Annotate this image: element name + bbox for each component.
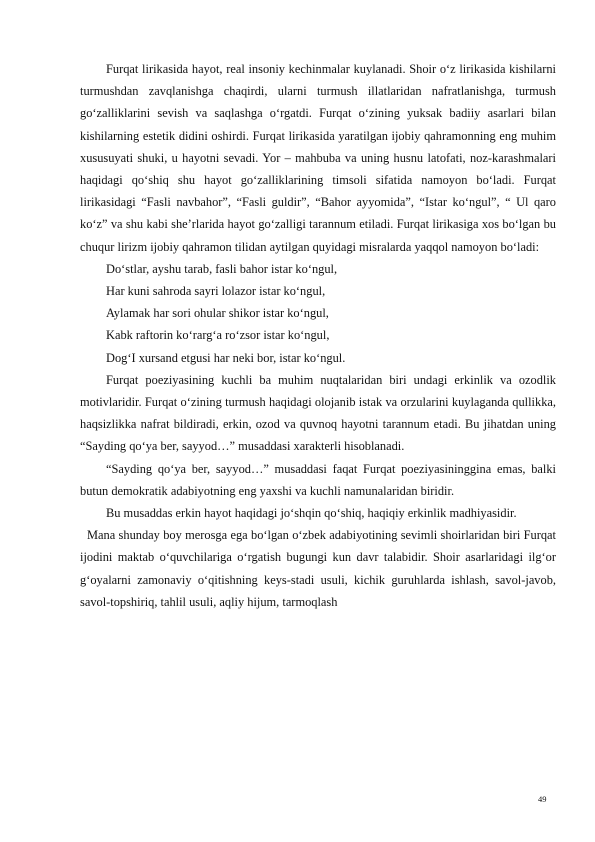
poem-verse <box>80 258 556 369</box>
page-number: 49 <box>538 794 547 804</box>
page-body <box>80 58 556 613</box>
verse-line: Do‘stlar, ayshu tarab, fasli bahor istar ko‘ngul, <box>106 261 338 276</box>
verse-line: Kabk raftorin ko‘rarg‘a ro‘zsor istar ko‘ngul, <box>106 328 330 343</box>
paragraph-teaching: Mana shunday boy merosga ega bo‘lgan o‘zbek adabiyotining sevimli shoirlaridan biri Furqat ijodini maktab o‘quvchilariga o‘rgatish bugungi kun davr talabidir. Shoir asarlaridagi ilg‘or g‘oyalarni zamonaviy o‘qitishning keys-stadi usuli, kichik guruhlarda ishlash, savol-javob, savol-topshiriq, tahlil usuli, aqliy hijum, tarmoqlash <box>80 528 556 609</box>
paragraph-intro: Furqat lirikasida hayot, real insoniy kechinmalar kuylanadi. Shoir o‘z lirikasida kishilarni turmushdan zavqlanishga chaqirdi, ularni turmush illatlaridan nafratlanishga, turmush go‘zalliklarini sevish va saqlashga o‘rgatdi. Furqat o‘zining yuksak badiiy asarlari bilan kishilarning estetik didini oshirdi. Furqat lirikasida yaratilgan ijobiy qahramonning eng muhim xususuyati shuki, u hayotni sevadi. Yor – mahbuba va uning husnu latofati, noz-karashmalari haqidagi qo‘shiq shu hayot go‘zalliklarining timsoli sifatida namoyon bo‘ladi. Furqat lirikasidagi “Fasli navbahor”, “Fasli guldir”, “Bahor ayyomida”, “Istar ko‘ngul”, “ Ul qaro ko‘z” va shu kabi she’rlarida hayot go‘zalligi tarannum etiladi. Furqat lirikasiga xos bo‘lgan bu chuqur lirizm ijobiy qahramon tilidan aytilgan quyidagi misralarda yaqqol namoyon bo‘ladi: <box>80 62 556 254</box>
verse-line: Dog‘I xursand etgusi har neki bor, istar ko‘ngul. <box>106 350 346 365</box>
verse-line: Har kuni sahroda sayri lolazor istar ko‘ngul, <box>106 284 326 299</box>
paragraph-musaddas: “Sayding qo‘ya ber, sayyod…” musaddasi faqat Furqat poeziyasininggina emas, balki butun demokratik adabiyotning eng yaxshi va kuchli namunalaridan biridir. <box>80 461 556 498</box>
paragraph-freedom-motifs: Furqat poeziyasining kuchli ba muhim nuqtalaridan biri undagi erkinlik va ozodlik motivlaridir. Furqat o‘zining turmush haqidagi olojanib istak va orzularini kuylaganda qullikka, haqsizlikka nafrat bildiradi, erkin, ozod va quvnoq hayotni tarannum etadi. Bu jihatdan uning “Sayding qo‘ya ber, sayyod…” musaddasi xarakterli hisoblanadi. <box>80 372 556 454</box>
verse-line: Aylamak har sori ohular shikor istar ko‘ngul, <box>106 306 329 321</box>
paragraph-anthem: Bu musaddas erkin hayot haqidagi jo‘shqin qo‘shiq, haqiqiy erkinlik madhiyasidir. <box>106 506 517 521</box>
